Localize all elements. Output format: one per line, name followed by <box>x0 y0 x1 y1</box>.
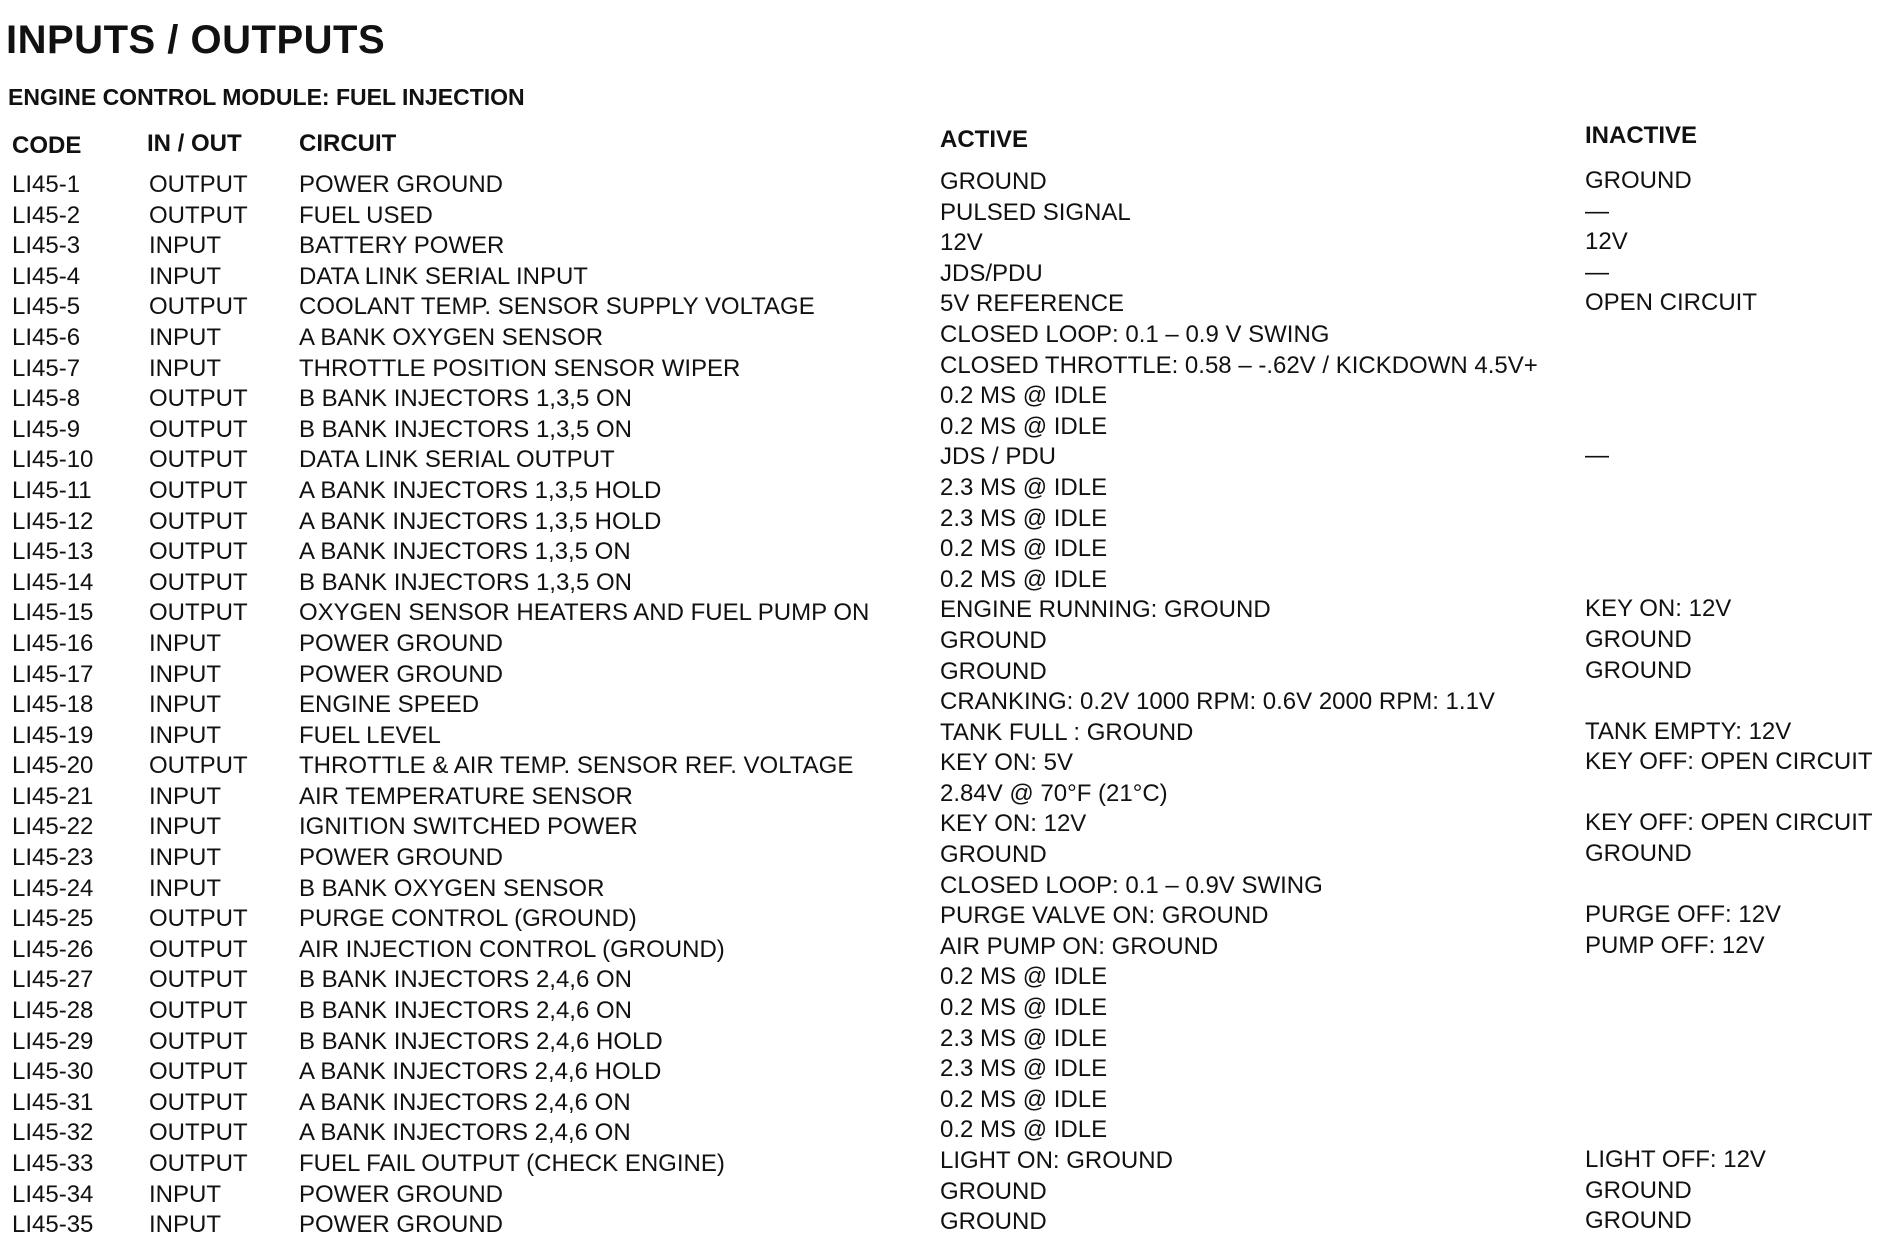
inactive-cell: LIGHT OFF: 12V <box>1585 1146 1766 1173</box>
active-cell: 2.3 MS @ IDLE <box>940 473 1108 501</box>
code-cell: LI45-30 <box>12 1058 94 1086</box>
code-cell: LI45-25 <box>12 905 94 933</box>
inactive-cell: 12V <box>1585 228 1628 256</box>
in-out-cell: OUTPUT <box>149 905 248 933</box>
active-cell: 0.2 MS @ IDLE <box>940 994 1108 1022</box>
in-out-cell: INPUT <box>149 232 221 260</box>
circuit-cell: A BANK OXYGEN SENSOR <box>299 323 604 351</box>
in-out-cell: OUTPUT <box>149 599 248 627</box>
page-title: INPUTS / OUTPUTS <box>6 18 386 62</box>
inactive-cell: OPEN CIRCUIT <box>1585 289 1758 317</box>
code-cell: LI45-8 <box>12 385 81 413</box>
in-out-cell: INPUT <box>149 660 221 688</box>
circuit-cell: POWER GROUND <box>299 1211 503 1239</box>
table-row <box>0 840 1900 874</box>
in-out-cell: OUTPUT <box>149 935 248 963</box>
in-out-cell: INPUT <box>149 323 221 351</box>
code-cell: LI45-34 <box>12 1180 94 1208</box>
table-row <box>0 228 1900 262</box>
circuit-cell: THROTTLE & AIR TEMP. SENSOR REF. VOLTAGE <box>299 752 854 780</box>
table-row <box>0 996 1900 1027</box>
in-out-cell: OUTPUT <box>149 568 248 596</box>
active-cell: GROUND <box>940 1208 1047 1236</box>
in-out-cell: OUTPUT <box>149 415 248 443</box>
active-cell: PURGE VALVE ON: GROUND <box>940 902 1269 930</box>
column-header-code: CODE <box>12 132 82 159</box>
active-cell: CLOSED LOOP: 0.1 – 0.9 V SWING <box>940 320 1330 348</box>
column-header-active: ACTIVE <box>940 126 1029 153</box>
circuit-cell: A BANK INJECTORS 2,4,6 ON <box>299 1088 631 1116</box>
table-row <box>0 473 1900 507</box>
code-cell: LI45-6 <box>12 323 81 351</box>
inactive-cell: — <box>1585 442 1609 470</box>
code-cell: LI45-27 <box>12 966 94 994</box>
table-row <box>0 965 1900 996</box>
in-out-cell: OUTPUT <box>149 752 248 780</box>
circuit-cell: B BANK INJECTORS 2,4,6 HOLD <box>299 1027 663 1055</box>
code-cell: LI45-32 <box>12 1119 94 1147</box>
circuit-cell: B BANK INJECTORS 1,3,5 ON <box>299 568 632 596</box>
in-out-cell: INPUT <box>149 813 221 841</box>
inactive-cell: GROUND <box>1585 625 1692 653</box>
code-cell: LI45-9 <box>12 415 81 443</box>
inactive-cell: — <box>1585 258 1609 286</box>
column-header-inactive: INACTIVE <box>1585 122 1698 149</box>
table-row <box>0 384 1900 415</box>
table-row <box>0 537 1900 568</box>
in-out-cell: INPUT <box>149 262 221 290</box>
table-row <box>0 748 1900 782</box>
in-out-cell: OUTPUT <box>149 1058 248 1086</box>
active-cell: CLOSED LOOP: 0.1 – 0.9V SWING <box>940 871 1323 899</box>
active-cell: 0.2 MS @ IDLE <box>940 565 1108 593</box>
in-out-cell: OUTPUT <box>149 201 248 229</box>
code-cell: LI45-3 <box>12 232 81 260</box>
code-cell: LI45-10 <box>12 446 94 474</box>
inactive-cell: PUMP OFF: 12V <box>1585 931 1765 959</box>
circuit-cell: POWER GROUND <box>299 629 503 657</box>
active-cell: 0.2 MS @ IDLE <box>940 535 1108 563</box>
code-cell: LI45-5 <box>12 293 81 321</box>
active-cell: JDS / PDU <box>940 443 1057 471</box>
circuit-cell: OXYGEN SENSOR HEATERS AND FUEL PUMP ON <box>299 599 870 627</box>
table-row <box>0 1085 1900 1119</box>
circuit-cell: B BANK INJECTORS 1,3,5 ON <box>299 415 632 443</box>
active-cell: GROUND <box>940 1177 1047 1205</box>
table-row <box>0 931 1900 966</box>
circuit-cell: B BANK OXYGEN SENSOR <box>299 874 605 902</box>
circuit-cell: IGNITION SWITCHED POWER <box>299 813 638 841</box>
code-cell: LI45-18 <box>12 691 94 719</box>
code-cell: LI45-22 <box>12 813 94 841</box>
circuit-cell: AIR TEMPERATURE SENSOR <box>299 782 633 810</box>
in-out-cell: INPUT <box>149 721 221 749</box>
in-out-cell: OUTPUT <box>149 385 248 413</box>
active-cell: 0.2 MS @ IDLE <box>940 1116 1108 1144</box>
code-cell: LI45-11 <box>12 476 92 504</box>
code-cell: LI45-19 <box>12 721 94 749</box>
column-header-in-out: IN / OUT <box>147 130 242 157</box>
table-row <box>0 167 1900 201</box>
circuit-cell: DATA LINK SERIAL OUTPUT <box>299 446 615 474</box>
in-out-cell: OUTPUT <box>149 476 248 504</box>
circuit-cell: A BANK INJECTORS 2,4,6 ON <box>299 1119 631 1147</box>
active-cell: 5V REFERENCE <box>940 290 1125 318</box>
table-row <box>0 656 1900 691</box>
code-cell: LI45-20 <box>12 752 94 780</box>
active-cell: 12V <box>940 229 983 257</box>
table-row <box>0 320 1900 354</box>
active-cell: GROUND <box>940 841 1047 869</box>
code-cell: LI45-7 <box>12 354 81 382</box>
in-out-cell: OUTPUT <box>149 966 248 994</box>
table-row <box>0 289 1900 323</box>
active-cell: AIR PUMP ON: GROUND <box>940 932 1219 960</box>
circuit-cell: A BANK INJECTORS 2,4,6 HOLD <box>299 1058 662 1086</box>
circuit-cell: POWER GROUND <box>299 1180 503 1208</box>
code-cell: LI45-35 <box>12 1211 94 1239</box>
active-cell: 2.3 MS @ IDLE <box>940 1055 1108 1083</box>
active-cell: GROUND <box>940 626 1047 654</box>
inactive-cell: TANK EMPTY: 12V <box>1585 717 1792 745</box>
circuit-cell: DATA LINK SERIAL INPUT <box>299 262 588 290</box>
in-out-cell: INPUT <box>149 844 221 872</box>
table-row <box>0 351 1900 385</box>
inactive-cell: GROUND <box>1585 1176 1692 1204</box>
table-row <box>0 1057 1900 1088</box>
active-cell: LIGHT ON: GROUND <box>940 1147 1173 1174</box>
active-cell: GROUND <box>940 657 1047 685</box>
code-cell: LI45-23 <box>12 844 94 872</box>
code-cell: LI45-33 <box>12 1150 94 1177</box>
in-out-cell: INPUT <box>149 354 221 382</box>
code-cell: LI45-13 <box>12 538 94 566</box>
in-out-cell: OUTPUT <box>149 171 248 198</box>
inactive-cell: KEY ON: 12V <box>1585 595 1732 623</box>
in-out-cell: INPUT <box>149 1211 221 1239</box>
circuit-cell: PURGE CONTROL (GROUND) <box>299 905 637 933</box>
code-cell: LI45-31 <box>12 1088 94 1116</box>
active-cell: JDS/PDU <box>940 259 1043 287</box>
code-cell: LI45-26 <box>12 935 94 963</box>
circuit-cell: A BANK INJECTORS 1,3,5 HOLD <box>299 507 662 535</box>
table-row <box>0 412 1900 446</box>
circuit-cell: POWER GROUND <box>299 844 503 872</box>
code-cell: LI45-2 <box>12 201 81 229</box>
active-cell: 2.3 MS @ IDLE <box>940 504 1108 532</box>
active-cell: KEY ON: 5V <box>940 749 1073 777</box>
inactive-cell: KEY OFF: OPEN CIRCUIT <box>1585 748 1873 776</box>
in-out-cell: OUTPUT <box>149 293 248 321</box>
circuit-cell: ENGINE SPEED <box>299 691 480 719</box>
circuit-cell: B BANK INJECTORS 2,4,6 ON <box>299 997 632 1025</box>
circuit-cell: B BANK INJECTORS 2,4,6 ON <box>299 966 632 994</box>
active-cell: CRANKING: 0.2V 1000 RPM: 0.6V 2000 RPM: 1.1V <box>940 688 1495 716</box>
circuit-cell: FUEL LEVEL <box>299 721 441 749</box>
active-cell: 0.2 MS @ IDLE <box>940 412 1108 440</box>
code-cell: LI45-28 <box>12 997 94 1025</box>
in-out-cell: OUTPUT <box>149 1027 248 1055</box>
in-out-cell: OUTPUT <box>149 538 248 566</box>
in-out-cell: INPUT <box>149 1180 221 1208</box>
in-out-cell: OUTPUT <box>149 1150 248 1177</box>
active-cell: PULSED SIGNAL <box>940 198 1131 226</box>
active-cell: 0.2 MS @ IDLE <box>940 1085 1108 1113</box>
circuit-cell: POWER GROUND <box>299 660 503 688</box>
code-cell: LI45-12 <box>12 507 94 535</box>
active-cell: GROUND <box>940 168 1047 195</box>
in-out-cell: OUTPUT <box>149 507 248 535</box>
circuit-cell: POWER GROUND <box>299 171 503 198</box>
active-cell: 0.2 MS @ IDLE <box>940 963 1108 991</box>
circuit-cell: A BANK INJECTORS 1,3,5 ON <box>299 538 631 566</box>
inactive-cell: GROUND <box>1585 840 1692 868</box>
code-cell: LI45-15 <box>12 599 94 627</box>
active-cell: KEY ON: 12V <box>940 810 1087 838</box>
circuit-cell: COOLANT TEMP. SENSOR SUPPLY VOLTAGE <box>299 293 815 321</box>
in-out-cell: INPUT <box>149 874 221 902</box>
inactive-cell: GROUND <box>1585 1207 1692 1235</box>
code-cell: LI45-17 <box>12 660 94 688</box>
active-cell: ENGINE RUNNING: GROUND <box>940 596 1271 624</box>
circuit-cell: BATTERY POWER <box>299 232 505 260</box>
page-subtitle: ENGINE CONTROL MODULE: FUEL INJECTION <box>8 84 525 110</box>
in-out-cell: INPUT <box>149 629 221 657</box>
inactive-cell: GROUND <box>1585 656 1692 684</box>
circuit-cell: B BANK INJECTORS 1,3,5 ON <box>299 385 632 413</box>
active-cell: 0.2 MS @ IDLE <box>940 382 1108 410</box>
code-cell: LI45-1 <box>12 171 81 198</box>
in-out-cell: OUTPUT <box>149 1088 248 1116</box>
in-out-cell: OUTPUT <box>149 1119 248 1147</box>
io-table-body <box>0 167 1900 1241</box>
circuit-cell: AIR INJECTION CONTROL (GROUND) <box>299 935 725 963</box>
inactive-cell: PURGE OFF: 12V <box>1585 901 1782 929</box>
circuit-cell: FUEL USED <box>299 201 433 229</box>
table-row <box>0 1207 1900 1241</box>
code-cell: LI45-16 <box>12 629 94 657</box>
code-cell: LI45-4 <box>12 262 81 290</box>
active-cell: 2.3 MS @ IDLE <box>940 1024 1108 1052</box>
in-out-cell: OUTPUT <box>149 997 248 1025</box>
circuit-cell: THROTTLE POSITION SENSOR WIPER <box>299 354 741 382</box>
table-row <box>0 442 1900 476</box>
code-cell: LI45-14 <box>12 568 94 596</box>
column-header-circuit: CIRCUIT <box>299 130 397 157</box>
inactive-cell: KEY OFF: OPEN CIRCUIT <box>1585 809 1873 837</box>
inactive-cell: GROUND <box>1585 167 1692 194</box>
in-out-cell: OUTPUT <box>149 446 248 474</box>
code-cell: LI45-24 <box>12 874 94 902</box>
in-out-cell: INPUT <box>149 691 221 719</box>
circuit-cell: A BANK INJECTORS 1,3,5 HOLD <box>299 476 662 504</box>
active-cell: TANK FULL : GROUND <box>940 718 1194 746</box>
table-row <box>0 504 1900 538</box>
code-cell: LI45-29 <box>12 1027 94 1055</box>
inactive-cell: — <box>1585 197 1609 225</box>
circuit-cell: FUEL FAIL OUTPUT (CHECK ENGINE) <box>299 1150 725 1177</box>
active-cell: CLOSED THROTTLE: 0.58 – -.62V / KICKDOWN 4.5V+ <box>940 351 1538 379</box>
code-cell: LI45-21 <box>12 782 94 810</box>
active-cell: 2.84V @ 70°F (21°C) <box>940 779 1168 807</box>
table-row <box>0 1024 1900 1058</box>
in-out-cell: INPUT <box>149 782 221 810</box>
